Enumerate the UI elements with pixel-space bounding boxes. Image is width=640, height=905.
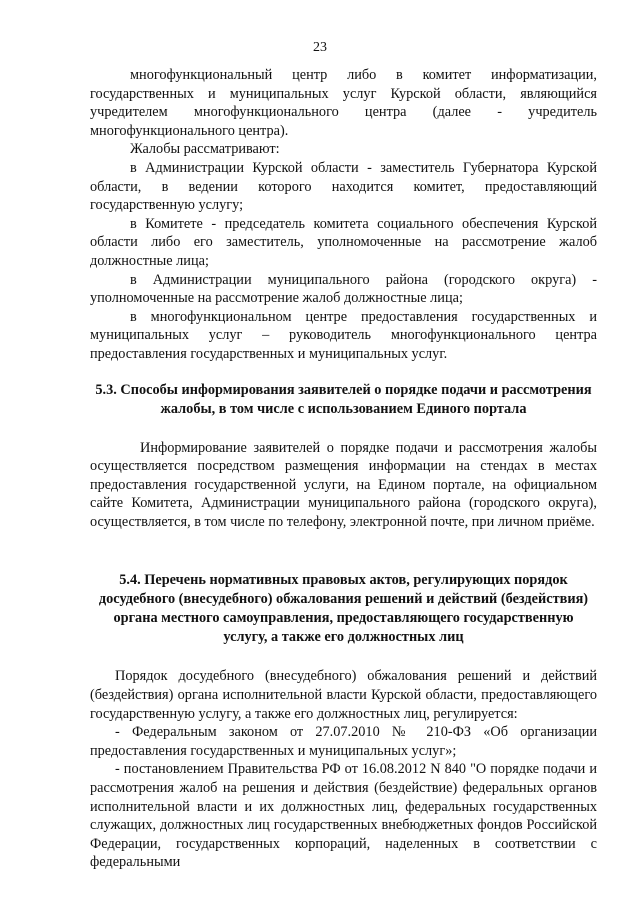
section-5-4-title: 5.4. Перечень нормативных правовых актов, регулирующих порядок досудебного (внесудебного) обжалования решений и действий (бездействия) органа местного самоуправления, предоставляющего государственную услугу, а также его должностных лиц [98, 572, 589, 646]
reviewer-item: в многофункциональном центре предоставления государственных и муниципальных услуг – руководитель многофункционального центра предоставления государственных и муниципальных услуг. [90, 308, 597, 362]
regulation-item: - Федеральным законом от 27.07.2010 № 210-ФЗ «Об организации предоставления государственных и муниципальных услуг»; [90, 724, 597, 759]
reviewer-item: в Комитете - председатель комитета социального обеспечения Курской области либо его заместитель, уполномоченные на рассмотрение жалоб должностные лица; [90, 215, 597, 269]
reviewer-item: в Администрации Курской области - заместитель Губернатора Курской области, в ведении которого находится комитет, предоставляющий государственную услугу; [90, 159, 597, 214]
intro-paragraph: многофункциональный центр либо в комитет информатизации, государственных и муниципальных услуг Курской области, являющийся учредителем многофункционального центра (далее - учредитель многофункционального центра). [90, 67, 597, 139]
reviewer-item: в Администрации муниципального района (городского округа) - уполномоченные на рассмотрение жалоб должностные лица; [90, 271, 597, 307]
section-5-3-title: 5.3. Способы информирования заявителей о порядке подачи и рассмотрения жалобы, в том числе с использованием Единого портала [95, 381, 592, 417]
section-5-4-intro: Порядок досудебного (внесудебного) обжалования решений и действий (бездействия) органа исполнительной власти Курской области, предоставляющего государственную услугу, а также его должностных лиц, регулируется: [90, 668, 597, 722]
page-number: 23 [313, 40, 327, 55]
section-5-3-body: Информирование заявителей о порядке подачи и рассмотрения жалобы осуществляется посредством размещения информации на стендах в местах предоставления государственной услуги, на Едином портале, на официальном сайте Комитета, Администрации муниципального района (городского округа), осуществляется, в том числе по телефону, электронной почте, при личном приёме. [90, 439, 597, 530]
regulation-item: - постановлением Правительства РФ от 16.08.2012 N 840 "О порядке подачи и рассмотрения жалоб на решения и действия (бездействие) федеральных органов исполнительной власти и их должностных лиц, федеральных государственных служащих, должностных лиц государственных внебюджетных фондов Российской Федерации, государственных корпораций, наделенных в соответствии с федеральными [90, 761, 597, 871]
document-body [90, 66, 597, 872]
complaints-heading: Жалобы рассматривают: [130, 141, 280, 158]
